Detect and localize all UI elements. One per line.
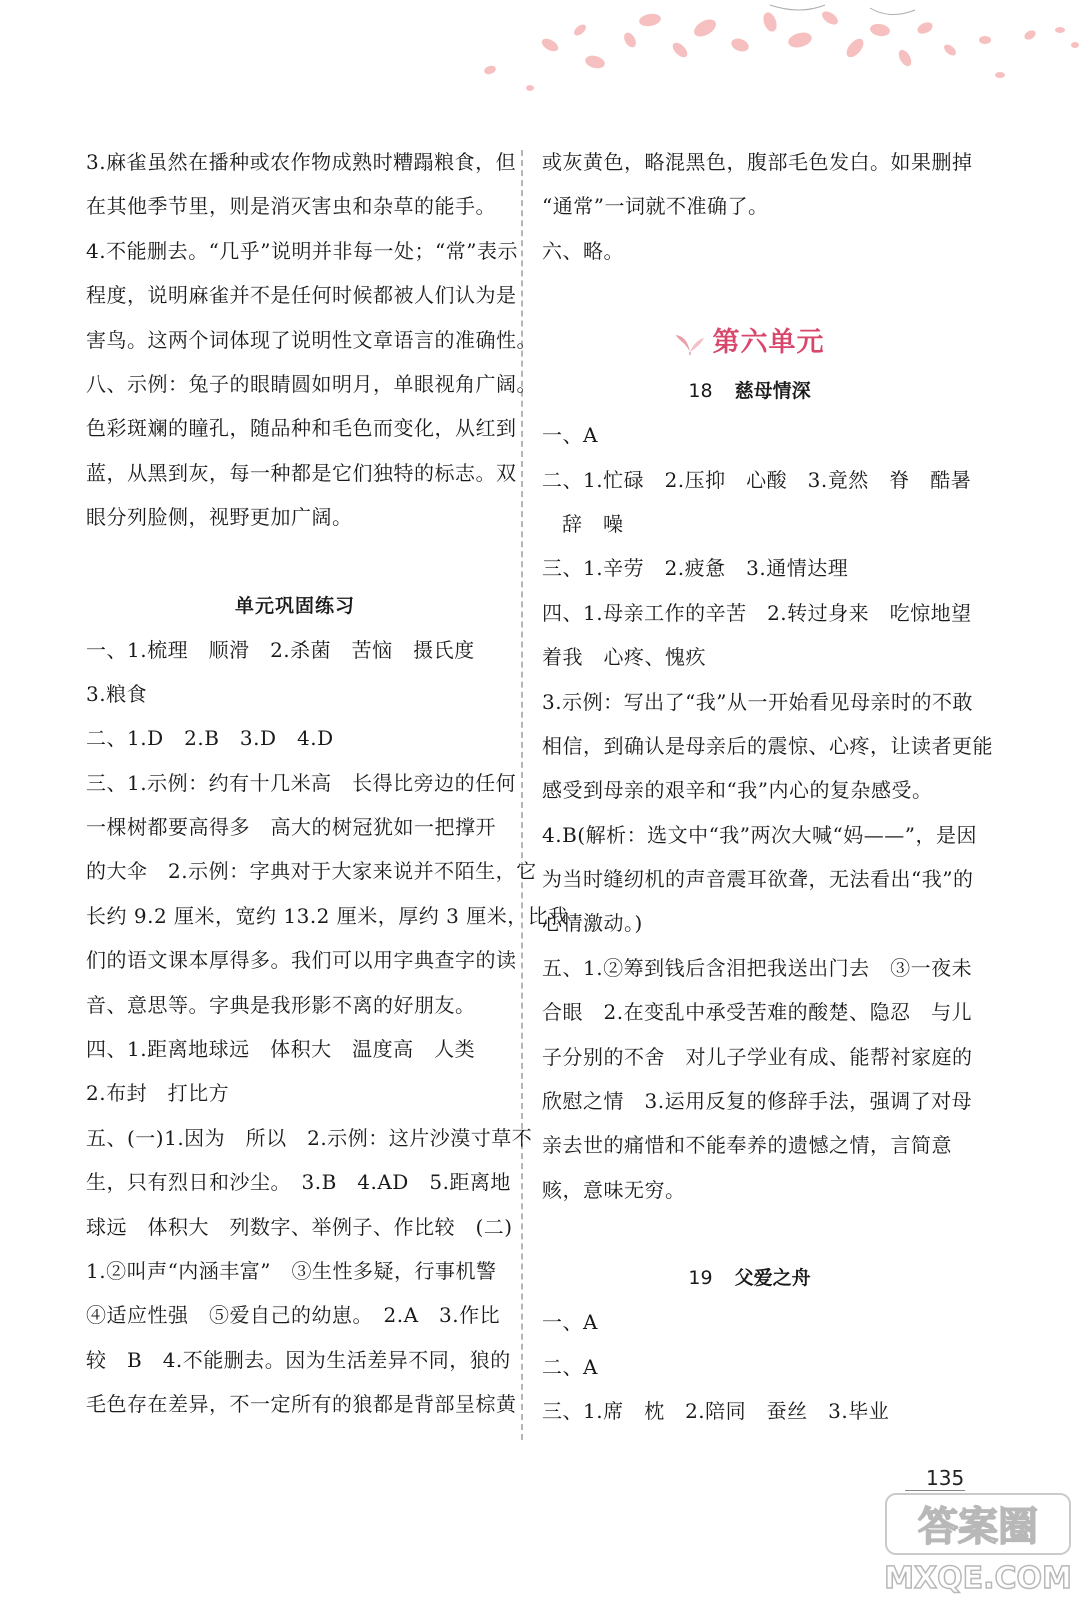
text-line: 在其他季节里，则是消灭害虫和杂草的能手。 <box>86 194 496 219</box>
watermark-line1: 答案圈 <box>918 1504 1038 1550</box>
text-line: “通常”一词就不准确了。 <box>542 194 769 219</box>
text-line: 的大伞 2.示例：字典对于大家来说并不陌生，它 <box>86 859 537 884</box>
text-line: 3.粮食 <box>86 681 148 706</box>
text-line: 辞 噪 <box>562 511 624 536</box>
text-line: 二、1.D 2.B 3.D 4.D <box>86 726 334 751</box>
text-line: 4.B(解析：选文中“我”两次大喊“妈——”，是因 <box>542 822 977 847</box>
section-title: 单元巩固练习 <box>234 594 355 617</box>
text-line: 长约 9.2 厘米，宽约 13.2 厘米，厚约 3 厘米，比我 <box>86 903 569 928</box>
text-line: 感受到母亲的艰辛和“我”内心的复杂感受。 <box>542 778 933 803</box>
text-line: 音、意思等。字典是我形影不离的好朋友。 <box>86 992 476 1017</box>
lesson-number: 19 <box>688 1267 713 1290</box>
text-line: 八、示例：兔子的眼睛圆如明月，单眼视角广阔。 <box>86 371 537 396</box>
text-line: 三、1.示例：约有十几米高 长得比旁边的任何 <box>86 770 517 795</box>
text-line: 色彩斑斓的瞳孔，随品种和毛色而变化，从红到 <box>86 416 517 441</box>
lesson-number: 18 <box>688 380 713 403</box>
text-line: 二、1.忙碌 2.压抑 心酸 3.竟然 脊 酷暑 <box>542 467 972 492</box>
spacer <box>542 295 957 317</box>
spacer <box>86 540 504 584</box>
text-line: 毛色存在差异，不一定所有的狼都是背部呈棕黄 <box>86 1392 517 1417</box>
text-line: 为当时缝纫机的声音震耳欲聋，无法看出“我”的 <box>542 867 974 892</box>
text-line: 4.不能删去。“几乎”说明并非每一处；“常”表示 <box>86 238 518 263</box>
text-line: 们的语文课本厚得多。我们可以用字典查字的读 <box>86 948 517 973</box>
text-line: ④适应性强 ⑤爱自己的幼崽。 2.A 3.作比 <box>86 1303 501 1328</box>
text-line: 合眼 2.在变乱中承受苦难的酸楚、隐忍 与儿 <box>542 1000 973 1025</box>
text-line: 二、A <box>542 1354 598 1379</box>
text-line: 五、1.②筹到钱后含泪把我送出门去 ③一夜未 <box>542 955 973 980</box>
text-line: 1.②叫声“内涵丰富” ③生性多疑，行事机警 <box>86 1258 497 1283</box>
right-column <box>542 140 993 1433</box>
text-line: 三、1.辛劳 2.疲惫 3.通情达理 <box>542 556 849 581</box>
text-line: 害鸟。这两个词体现了说明性文章语言的准确性。 <box>86 327 537 352</box>
butterfly-leaf-icon <box>675 332 705 356</box>
left-column <box>86 140 569 1427</box>
text-line: 或灰黄色，略混黑色，腹部毛色发白。如果删掉 <box>542 150 973 174</box>
text-line: 四、1.母亲工作的辛苦 2.转过身来 吃惊地望 <box>542 600 972 625</box>
text-line: 2.布封 打比方 <box>86 1081 230 1106</box>
lesson-19-title <box>542 1256 957 1300</box>
text-line: 赅，意味无穷。 <box>542 1177 686 1202</box>
text-line: 亲去世的痛惜和不能奉养的遗憾之情，言简意 <box>542 1133 952 1158</box>
text-line: 四、1.距离地球远 体积大 温度高 人类 <box>86 1037 476 1062</box>
text-line: 心情激动。) <box>542 911 643 936</box>
cherry-blossom-petals-decoration <box>470 0 1083 110</box>
lesson-name: 慈母情深 <box>734 380 811 403</box>
text-line: 一、A <box>542 423 598 448</box>
text-line: 一、1.梳理 顺滑 2.杀菌 苦恼 摄氏度 <box>86 637 475 662</box>
watermark-line2: MXQE.COM <box>884 1561 1072 1596</box>
text-line: 程度，说明麻雀并不是任何时候都被人们认为是 <box>86 283 517 308</box>
text-line: 一棵树都要高得多 高大的树冠犹如一把撑开 <box>86 815 496 840</box>
text-line: 3.示例：写出了“我”从一开始看见母亲时的不敢 <box>542 689 974 714</box>
text-line: 较 B 4.不能删去。因为生活差异不同，狼的 <box>86 1347 511 1372</box>
text-line: 蓝，从黑到灰，每一种都是它们独特的标志。双 <box>86 460 517 485</box>
text-line: 着我 心疼、愧疚 <box>542 645 706 670</box>
text-line: 欣慰之情 3.运用反复的修辞手法，强调了对母 <box>542 1089 973 1114</box>
text-line: 五、(一)1.因为 所以 2.示例：这片沙漠寸草不 <box>86 1125 533 1150</box>
text-line: 相信，到确认是母亲后的震惊、心疼，让读者更能 <box>542 733 993 758</box>
text-line: 三、1.席 枕 2.陪同 蚕丝 3.毕业 <box>542 1398 890 1423</box>
text-line: 子分别的不舍 对儿子学业有成、能帮衬家庭的 <box>542 1044 973 1069</box>
text-line: 3.麻雀虽然在播种或农作物成熟时糟蹋粮食，但 <box>86 150 517 174</box>
page-number: 135 <box>926 1466 965 1490</box>
text-line: 球远 体积大 列数字、举例子、作比较 (二) <box>86 1214 513 1239</box>
text-line: 六、略。 <box>542 238 624 263</box>
lesson-name: 父爱之舟 <box>734 1267 811 1290</box>
lesson-18-title <box>542 369 957 413</box>
text-line: 生，只有烈日和沙尘。 3.B 4.AD 5.距离地 <box>86 1170 511 1195</box>
text-line: 一、A <box>542 1310 598 1335</box>
unit-title-text: 第六单元 <box>712 327 825 359</box>
spacer <box>542 273 957 295</box>
watermark-logo <box>878 1488 1078 1598</box>
spacer <box>542 1212 957 1256</box>
text-line: 眼分列脸侧，视野更加广阔。 <box>86 505 353 530</box>
unit-title <box>542 317 957 369</box>
